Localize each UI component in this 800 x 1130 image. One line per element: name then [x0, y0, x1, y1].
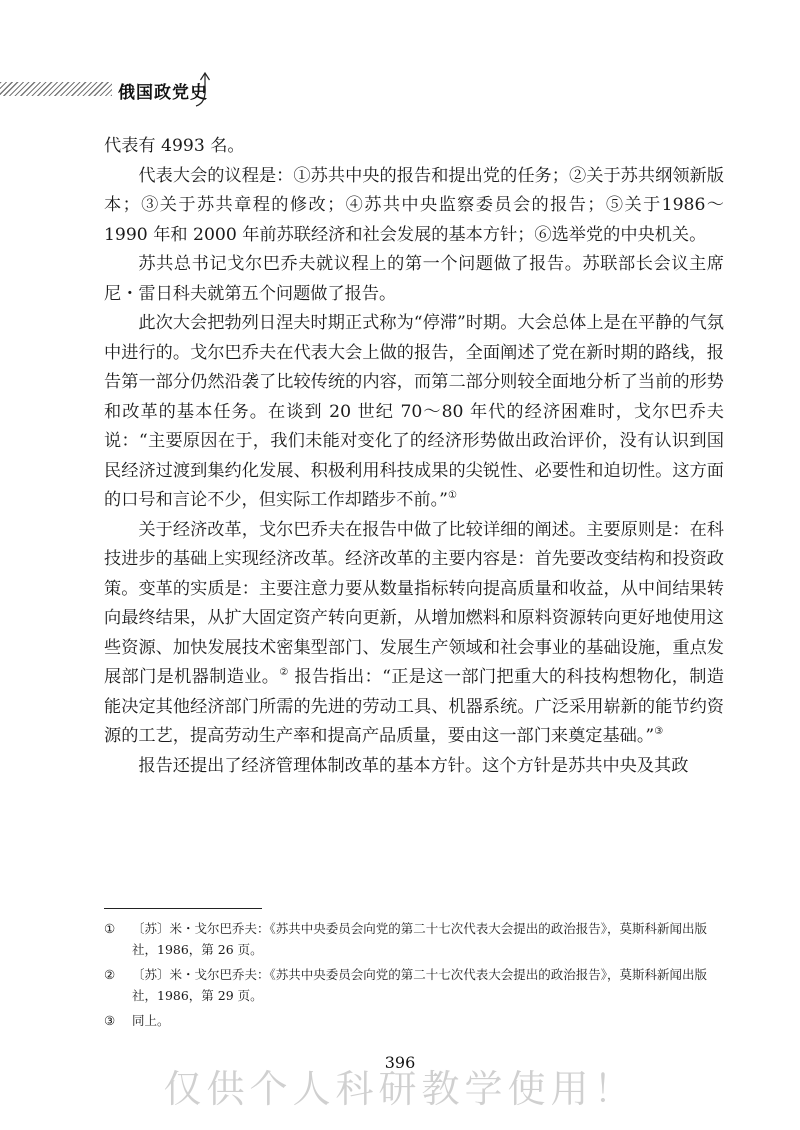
paragraph-3: 苏共总书记戈尔巴乔夫就议程上的第一个问题做了报告。苏联部长会议主席尼・雷日科夫就第五个问题做了报告。 [104, 254, 724, 304]
main-body-text [104, 132, 724, 781]
footnotes [104, 918, 724, 1035]
footnote-text: 同上。 [132, 1013, 170, 1028]
footnote-text: 〔苏〕米・戈尔巴乔夫：《苏共中央委员会向党的第二十七次代表大会提出的政治报告》，莫斯科新闻出版社，1986，第 29 页。 [132, 967, 708, 1003]
footnote-1 [104, 918, 724, 960]
footnote-3 [104, 1010, 724, 1031]
paragraph-1: 代表有 4993 名。 [104, 136, 245, 156]
paragraph-6: 报告还提出了经济管理体制改革的基本方针。这个方针是苏共中央及其政 [138, 755, 689, 776]
book-title: 俄国政党史 [118, 83, 208, 103]
page-number: 396 [384, 1053, 416, 1072]
paragraph-5-text-a: 关于经济改革，戈尔巴乔夫在报告中做了比较详细的阐述。主要原则是：在科技进步的基础上实现经济改革。经济改革的主要内容是：首先要改变结构和投资政策。变革的实质是：主要注意力要从数量指标转向提高质量和收益，从中间结果转向最终结果，从扩大固定资产转向更新，从增加燃料和原料资源转向更好地使用这些资源、加快发展技术密集型部门、发展生产领域和社会事业的基础设施，重点发展部门是机器制造业。 [104, 519, 724, 687]
header-hatch-decoration [0, 82, 112, 96]
footnote-divider [104, 908, 262, 909]
paragraph-4-text: 此次大会把勃列日涅夫时期正式称为“停滞”时期。大会总体上是在平静的气氛中进行的。戈尔巴乔夫在代表大会上做的报告，全面阐述了党在新时期的路线，报告第一部分仍然沿袭了比较传统的内容，而第二部分则较全面地分析了当前的形势和改革的基本任务。在谈到 20 世纪 70～80 年代的经济困难时，戈尔巴乔夫说：“主要原因在于，我们未能对变化了的经济形势做出政治评价，没有认识到国民经济过渡到集约化发展、积极利用科技成果的尖锐性、必要性和迫切性。这方面的口号和言论不少，但实际工作却踏步不前。” [104, 313, 724, 510]
footnote-ref-3[interactable]: ③ [654, 726, 664, 737]
paragraph-2: 代表大会的议程是：①苏共中央的报告和提出党的任务；②关于苏共纲领新版本；③关于苏共章程的修改；④苏共中央监察委员会的报告；⑤关于1986～1990 年和 2000 年前苏联经济和社会发展的基本方针；⑥选举党的中央机关。 [104, 165, 724, 245]
paragraph-4 [104, 309, 724, 516]
paragraph-5-text-b: 报告指出：“正是这一部门把重大的科技构想物化，制造能决定其他经济部门所需的先进的劳动工具、机器系统。广泛采用崭新的能节约资源的工艺，提高劳动生产率和提高产品质量，要由这一部门来奠定基础。” [104, 667, 724, 746]
footnote-mark: ② [104, 967, 116, 982]
paragraph-5 [104, 516, 724, 752]
footnote-mark: ① [104, 921, 116, 936]
watermark: 仅供个人科研教学使用！ [163, 1067, 637, 1111]
footnote-ref-1[interactable]: ① [447, 490, 457, 501]
footnote-2 [104, 964, 724, 1006]
footnote-ref-2[interactable]: ② [279, 667, 289, 678]
footnote-text: 〔苏〕米・戈尔巴乔夫：《苏共中央委员会向党的第二十七次代表大会提出的政治报告》，莫斯科新闻出版社，1986，第 26 页。 [132, 921, 708, 957]
running-header [0, 70, 800, 110]
header-arrow-icon [190, 70, 214, 110]
footnote-mark: ③ [104, 1013, 116, 1028]
